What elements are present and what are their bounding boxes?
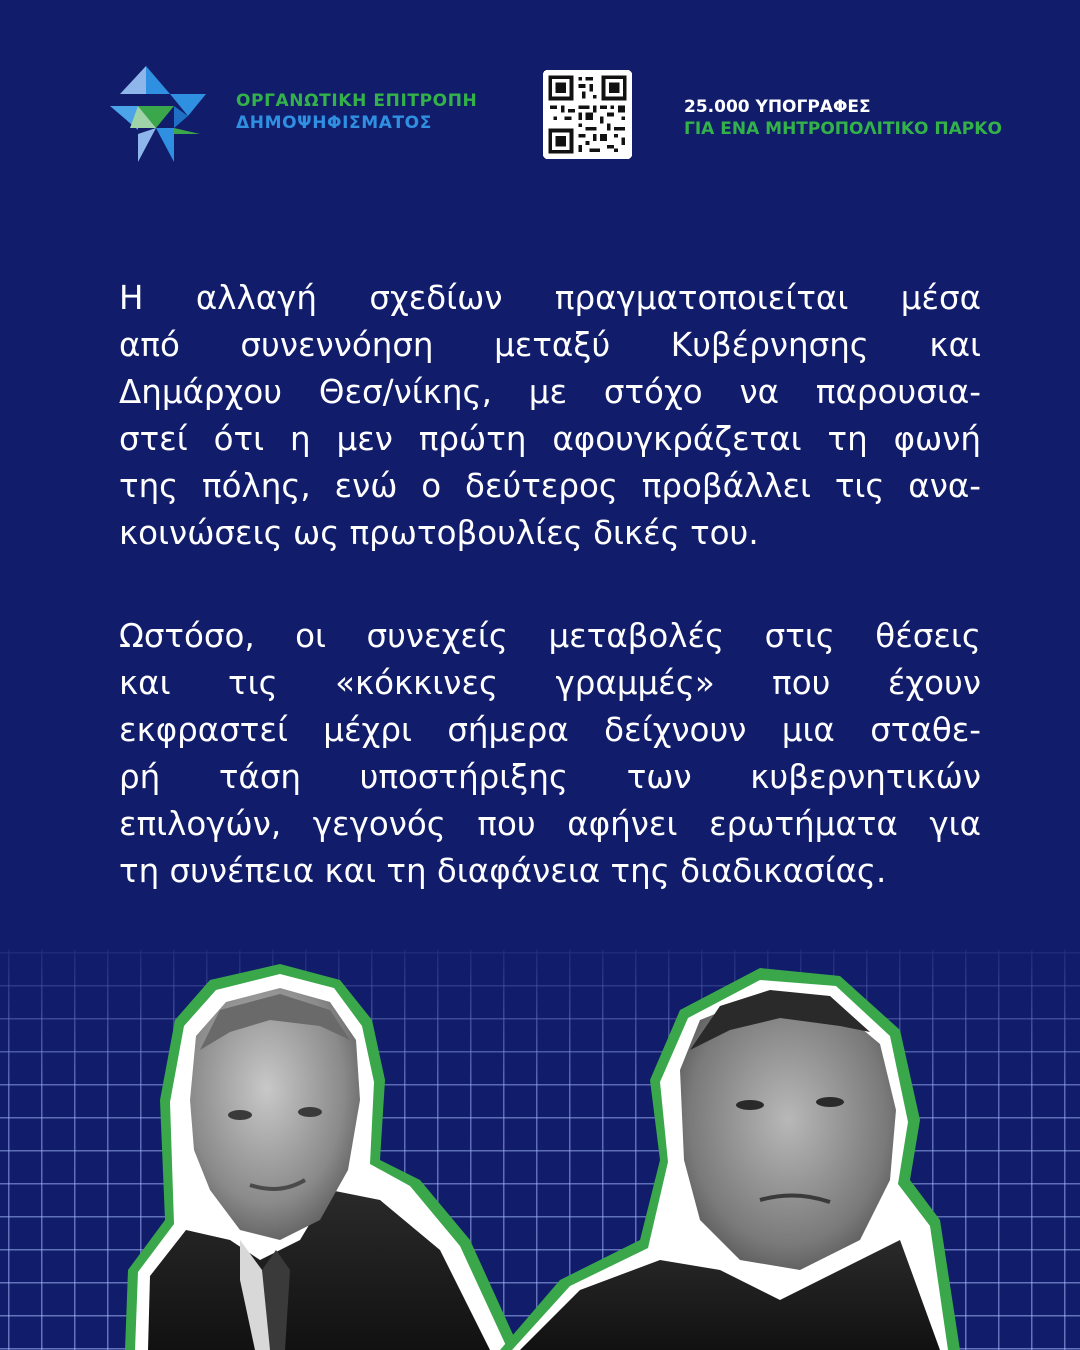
paragraph-line: της πόλης, ενώ ο δεύτερος προβάλλει τις ανα- (119, 467, 981, 505)
portraits (0, 940, 1080, 1350)
org-name-line2: ΔΗΜΟΨΗΦΙΣΜΑΤΟΣ (236, 113, 432, 133)
paragraph-line: εκφραστεί μέχρι σήμερα δείχνουν μια σταθε- (119, 711, 981, 749)
org-name-line1: ΟΡΓΑΝΩΤΙΚΗ ΕΠΙΤΡΟΠΗ (236, 91, 478, 111)
campaign-line1: 25.000 ΥΠΟΓΡΑΦΕΣ (684, 97, 871, 117)
paragraph-line: επιλογών, γεγονός που αφήνει ερωτήματα για (119, 805, 981, 843)
portrait-left (125, 964, 520, 1350)
paragraph-line: κοινώσεις ως πρωτοβουλίες δικές του. (119, 514, 759, 552)
paragraph-line: Η αλλαγή σχεδίων πραγματοποιείται μέσα (119, 279, 981, 317)
paragraph-2 (119, 613, 981, 895)
paragraph-1 (119, 275, 981, 557)
paragraph-line: Ωστόσο, οι συνεχείς μεταβολές στις θέσεις (119, 617, 981, 655)
paragraph-line: στεί ότι η μεν πρώτη αφουγκράζεται τη φωνή (119, 420, 981, 458)
campaign-line2: ΓΙΑ ΕΝΑ ΜΗΤΡΟΠΟΛΙΤΙΚΟ ΠΑΡΚΟ (684, 119, 1002, 139)
paragraph-line: ρή τάση υποστήριξης των κυβερνητικών (119, 758, 981, 796)
portrait-right (500, 968, 960, 1350)
paragraph-line: τη συνέπεια και τη διαφάνεια της διαδικασίας. (119, 852, 887, 890)
campaign-slogan (684, 96, 1002, 140)
qr-code[interactable] (543, 70, 632, 159)
paragraph-line: και τις «κόκκινες γραμμές» που έχουν (119, 664, 981, 702)
committee-logo-icon (108, 64, 208, 164)
paragraph-line: Δημάρχου Θεσ/νίκης, με στόχο να παρουσια- (119, 373, 981, 411)
paragraph-line: από συνεννόηση μεταξύ Κυβέρνησης και (119, 326, 981, 364)
organization-name (236, 90, 477, 134)
